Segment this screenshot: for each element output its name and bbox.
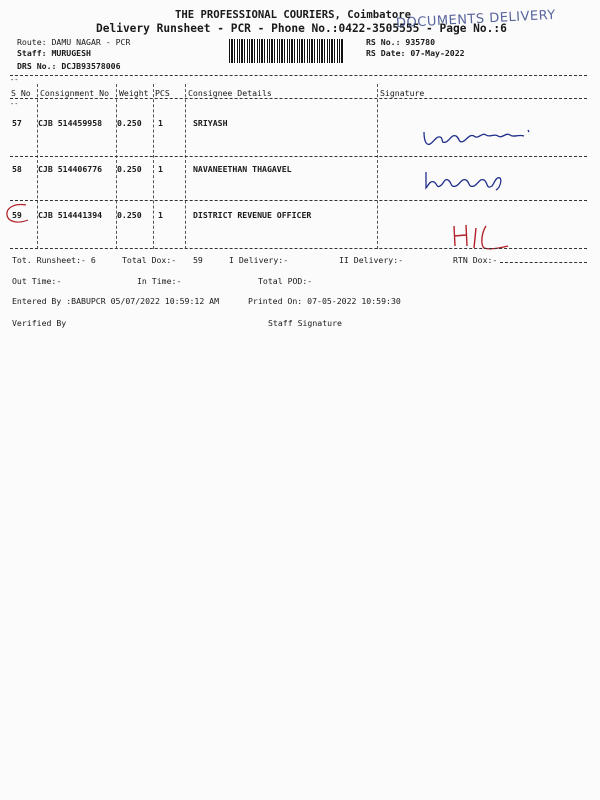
company-name: THE PROFESSIONAL COURIERS, Coimbatore [175, 9, 411, 21]
row-divider [10, 200, 587, 201]
row-sno: 57 [12, 118, 22, 128]
out-time: Out Time:- [12, 276, 62, 286]
row-divider [10, 156, 587, 157]
row-pcs: 1 [158, 118, 163, 128]
row-consignment: CJB 514406776 [38, 164, 103, 174]
row-sno: 58 [12, 164, 22, 174]
divider [10, 75, 587, 76]
staff-label: Staff: MURUGESH [17, 48, 91, 58]
drs-number: DRS No.: DCJB93578006 [17, 61, 121, 71]
col-separator [377, 84, 378, 249]
divider-tick: -- [10, 76, 19, 84]
col-header-consignment: Consignment No [40, 88, 110, 98]
runsheet-title: Delivery Runsheet - PCR - Phone No.:0422-3505555 - Page No.:6 [96, 22, 507, 35]
row-weight: 0.250 [117, 210, 142, 220]
verified-by: Verified By [12, 318, 67, 328]
ii-delivery: II Delivery:- [339, 255, 404, 265]
col-separator [185, 84, 186, 249]
i-delivery: I Delivery:- [229, 255, 289, 265]
row-consignee: DISTRICT REVENUE OFFICER [193, 210, 312, 220]
in-time: In Time:- [137, 276, 182, 286]
divider [500, 262, 587, 263]
col-header-consignee: Consignee Details [188, 88, 272, 98]
total-dox-value: 59 [193, 255, 203, 265]
rtn-dox: RTN Dox:- [453, 255, 498, 265]
documents-delivery-stamp: DOCUMENTS DELIVERY [395, 7, 557, 32]
col-header-pcs: PCS [155, 88, 170, 98]
total-pod: Total POD:- [258, 276, 313, 286]
printed-on: Printed On: 07-05-2022 10:59:30 [248, 296, 401, 306]
row-consignee: NAVANEETHAN THAGAVEL [193, 164, 292, 174]
row-divider [10, 248, 587, 249]
route-label: Route: DAMU NAGAR - PCR [17, 37, 131, 47]
row-weight: 0.250 [117, 118, 142, 128]
row-weight: 0.250 [117, 164, 142, 174]
row-consignment: CJB 514441394 [38, 210, 103, 220]
barcode [229, 39, 344, 63]
entered-by: Entered By :BABUPCR 05/07/2022 10:59:12 AM [12, 296, 220, 306]
total-dox-label: Total Dox:- [122, 255, 177, 265]
rs-date: RS Date: 07-May-2022 [366, 48, 465, 58]
col-header-weight: Weight [119, 88, 149, 98]
staff-signature: Staff Signature [268, 318, 342, 328]
row-consignment: CJB 514459958 [38, 118, 103, 128]
divider [10, 98, 587, 99]
tot-runsheet: Tot. Runsheet:- 6 [12, 255, 96, 265]
col-header-signature: Signature [380, 88, 425, 98]
row-pcs: 1 [158, 210, 163, 220]
col-separator [153, 84, 154, 249]
recipient-signature-1 [420, 122, 540, 150]
rs-number: RS No.: 935780 [366, 37, 436, 47]
recipient-signature-2 [422, 166, 512, 196]
row-sno: 59 [12, 210, 22, 220]
divider-tick: -- [10, 100, 19, 108]
col-header-sno: S No [11, 88, 31, 98]
row-pcs: 1 [158, 164, 163, 174]
row-consignee: SRIYASH [193, 118, 228, 128]
